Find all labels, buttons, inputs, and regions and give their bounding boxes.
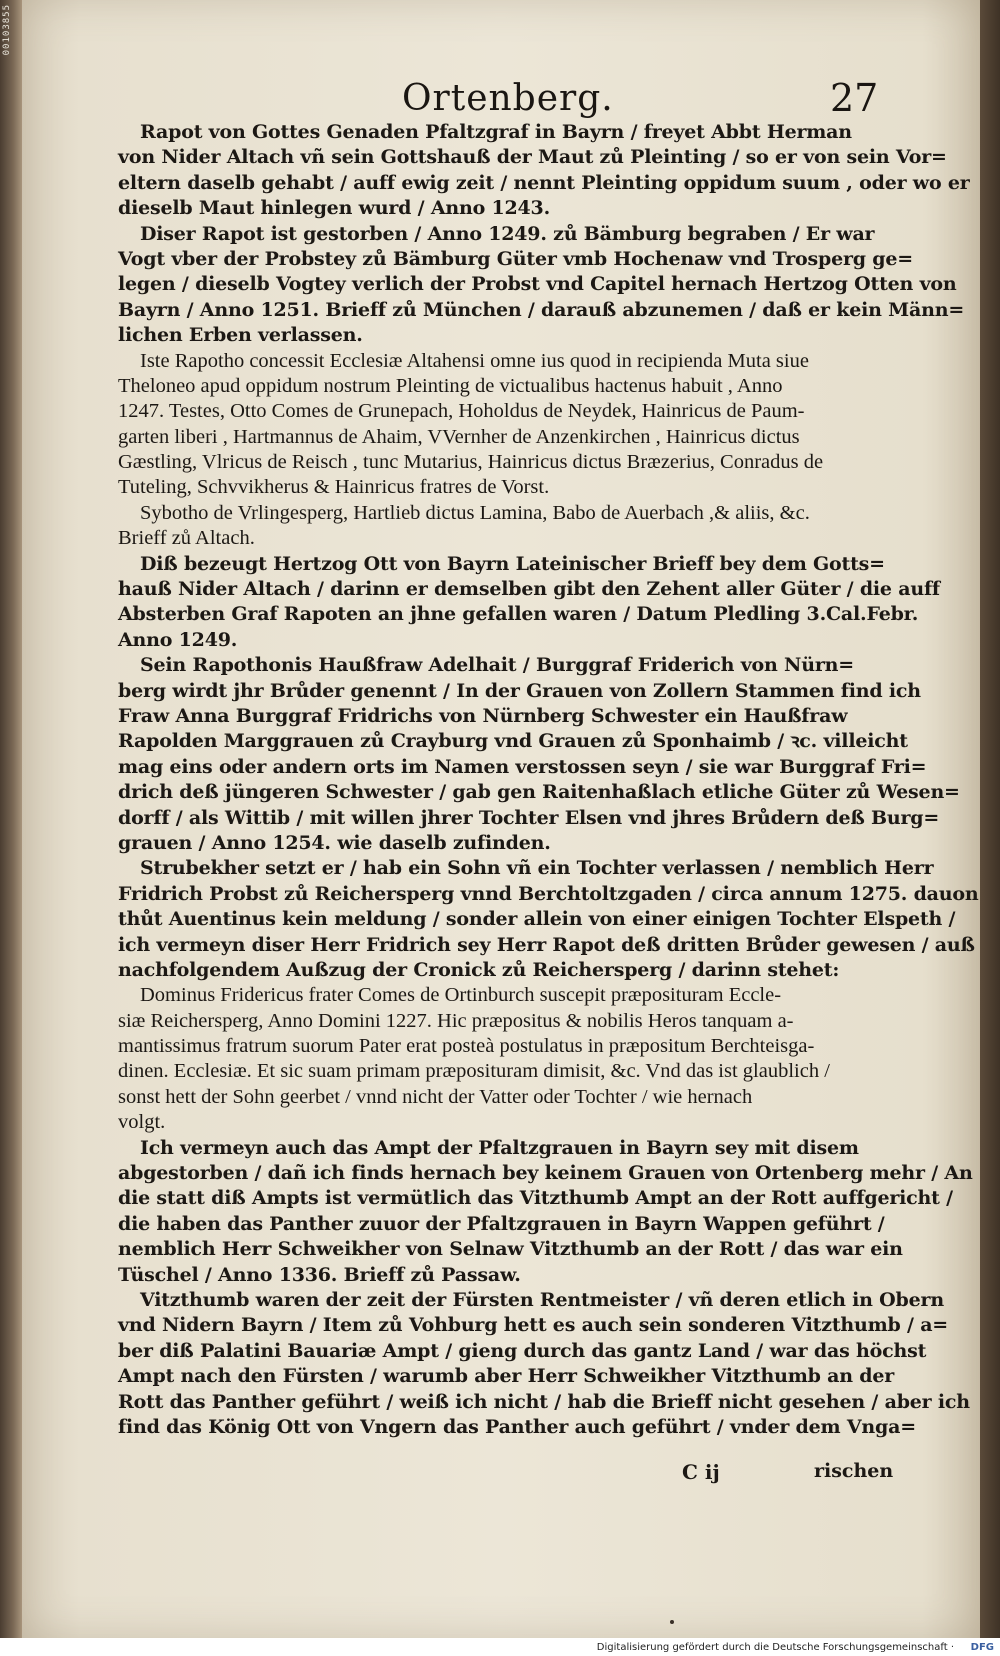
page-edge [980, 0, 1000, 1656]
text-line: dinen. Ecclesiæ. Et sic suam primam præposituram dimisit, &c. Vnd das ist glaublich / [118, 1060, 830, 1083]
text-line: Diser Rapot ist gestorben / Anno 1249. zů Bämburg begraben / Er war [140, 222, 875, 245]
text-line: Tuteling, Schvvikherus & Hainricus fratres de Vorst. [118, 476, 550, 499]
text-line: ich vermeyn diser Herr Fridrich sey Herr Rapot deß dritten Brůder gewesen / auß [118, 933, 975, 956]
text-line: legen / dieselb Vogtey verlich der Probst vnd Capitel hernach Hertzog Otten von [118, 273, 957, 296]
dfg-logo: DFG [970, 1642, 994, 1653]
text-line: Dominus Fridericus frater Comes de Ortinburch suscepit præposituram Eccle- [140, 984, 782, 1007]
paragraph [118, 856, 979, 983]
book-page [22, 0, 980, 1638]
text-line: Gæstling, Vlricus de Reisch , tunc Mutarius, Hainricus dictus Bræzerius, Conradus de [118, 451, 824, 474]
running-title: Ortenberg. [402, 78, 614, 119]
text-body [118, 120, 979, 1440]
text-line: Fridrich Probst zů Reichersperg vnnd Berchtoltzgaden / circa annum 1275. dauon [118, 882, 979, 905]
text-line: find das König Ott von Vngern das Panther auch geführt / vnder dem Vnga= [118, 1415, 916, 1438]
text-line: Ich vermeyn auch das Ampt der Pfaltzgrauen in Bayrn sey mit disem [140, 1136, 859, 1159]
text-line: die haben das Panther zuuor der Pfaltzgrauen in Bayrn Wappen geführt / [118, 1212, 885, 1235]
text-line: ber diß Palatini Bauariæ Ampt / gieng durch das gantz Land / war das höchst [118, 1339, 927, 1362]
scan-footer [0, 1638, 1000, 1656]
text-line: eltern daselb gehabt / auff ewig zeit / nennt Pleinting oppidum suum , oder wo er [118, 171, 970, 194]
text-line: drich deß jüngeren Schwester / gab gen Raitenhaßlach etliche Güter zů Wesen= [118, 781, 960, 804]
paragraph [118, 1288, 970, 1440]
text-line: vnd Nidern Bayrn / Item zů Vohburg hett es auch sein sonderen Vitzthumb / a= [118, 1314, 949, 1337]
text-line: von Nider Altach vñ sein Gottshauß der Maut zů Pleinting / so er von sein Vor= [118, 146, 947, 169]
text-line: die statt diß Ampts ist vermütlich das Vitzthumb Ampt an der Rott auffgericht / [118, 1187, 953, 1210]
text-line: lichen Erben verlassen. [118, 324, 363, 347]
text-line: Diß bezeugt Hertzog Ott von Bayrn Lateinischer Brieff bey dem Gotts= [140, 552, 885, 575]
text-line: Absterben Graf Rapoten an jhne gefallen waren / Datum Pledling 3.Cal.Febr. [118, 603, 919, 626]
text-line: sonst hett der Sohn geerbet / vnnd nicht der Vatter oder Tochter / wie hernach [118, 1085, 753, 1108]
paragraph [118, 653, 960, 856]
text-line: Sein Rapothonis Haußfraw Adelhait / Burggraf Friderich von Nürn= [140, 654, 854, 677]
text-line: Rott das Panther geführt / weiß ich nicht / hab die Brieff nicht gesehen / aber ich [118, 1390, 970, 1413]
text-line: volgt. [118, 1111, 166, 1134]
paragraph [118, 120, 970, 222]
paragraph [118, 1136, 973, 1288]
text-line: Strubekher setzt er / hab ein Sohn vñ ein Tochter verlassen / nemblich Herr [140, 857, 934, 880]
text-line: nemblich Herr Schweikher von Selnaw Vitzthumb an der Rott / das war ein [118, 1238, 903, 1261]
paragraph [118, 349, 892, 501]
text-line: Brieff zů Altach. [118, 527, 255, 550]
paragraph [118, 552, 940, 654]
text-line: Sybotho de Vrlingesperg, Hartlieb dictus Lamina, Babo de Auerbach ,& aliis, &c. [140, 501, 810, 524]
text-line: Rapolden Marggrauen zů Crayburg vnd Grauen zů Sponhaimb / ꝛc. villeicht [118, 730, 908, 753]
page-number: 27 [830, 76, 879, 120]
book-spine [0, 0, 22, 1656]
text-line: thůt Auentinus kein meldung / sonder allein von einer einigen Tochter Elspeth / [118, 908, 956, 931]
catchword: rischen [814, 1460, 894, 1482]
text-line: Theloneo apud oppidum nostrum Pleinting de victualibus hactenus habuit , Anno [118, 374, 783, 397]
paragraph [118, 222, 965, 349]
text-line: garten liberi , Hartmannus de Ahaim, VVernher de Anzenkirchen , Hainricus dictus [118, 425, 800, 448]
text-line: dorff / als Wittib / mit willen jhrer Tochter Elsen vnd jhres Brůdern deß Burg= [118, 806, 940, 829]
text-line: Fraw Anna Burggraf Fridrichs von Nürnberg Schwester ein Haußfraw [118, 704, 848, 727]
signature-mark: C ij [682, 1460, 720, 1484]
text-line: grauen / Anno 1254. wie daselb zufinden. [118, 831, 551, 854]
paragraph [118, 983, 892, 1135]
text-line: Anno 1249. [118, 628, 238, 651]
text-line: Vogt vber der Probstey zů Bämburg Güter vmb Hochenaw vnd Trosperg ge= [118, 247, 913, 270]
text-line: Iste Rapotho concessit Ecclesiæ Altahensi omne ius quod in recipienda Muta siue [140, 349, 809, 372]
text-line: abgestorben / dañ ich finds hernach bey keinem Grauen von Ortenberg mehr / An [118, 1162, 973, 1185]
text-line: Rapot von Gottes Genaden Pfaltzgraf in Bayrn / freyet Abbt Herman [140, 121, 852, 143]
text-line: mag eins oder andern orts im Namen verstossen seyn / sie war Burggraf Fri= [118, 755, 927, 778]
text-line: Ampt nach den Fürsten / warumb aber Herr Schweikher Vitzthumb an der [118, 1365, 895, 1388]
text-line: Tüschel / Anno 1336. Brieff zů Passaw. [118, 1263, 521, 1286]
text-line: nachfolgendem Außzug der Cronick zů Reichersperg / darinn stehet: [118, 958, 840, 981]
funding-note: Digitalisierung gefördert durch die Deutsche Forschungsgemeinschaft · [596, 1642, 954, 1653]
text-line: Bayrn / Anno 1251. Brieff zů München / darauß abzunemen / daß er kein Männ= [118, 298, 965, 321]
text-line: 1247. Testes, Otto Comes de Grunepach, Hoholdus de Neydek, Hainricus de Paum- [118, 400, 805, 423]
text-line: siæ Reichersperg, Anno Domini 1227. Hic præpositus & nobilis Heros tanquam a- [118, 1009, 794, 1032]
text-line: Vitzthumb waren der zeit der Fürsten Rentmeister / vñ deren etlich in Obern [140, 1288, 944, 1311]
shelf-id: 00103855 [2, 4, 12, 56]
text-line: mantissimus fratrum suorum Pater erat posteà postulatus in præpositum Berchteisga- [118, 1035, 815, 1058]
paragraph [118, 501, 892, 552]
text-line: berg wirdt jhr Brůder genennt / In der Grauen von Zollern Stammen find ich [118, 679, 921, 702]
ink-dot [670, 1620, 674, 1624]
text-line: hauß Nider Altach / darinn er demselben gibt den Zehent aller Güter / die auff [118, 578, 940, 601]
text-line: dieselb Maut hinlegen wurd / Anno 1243. [118, 197, 550, 220]
